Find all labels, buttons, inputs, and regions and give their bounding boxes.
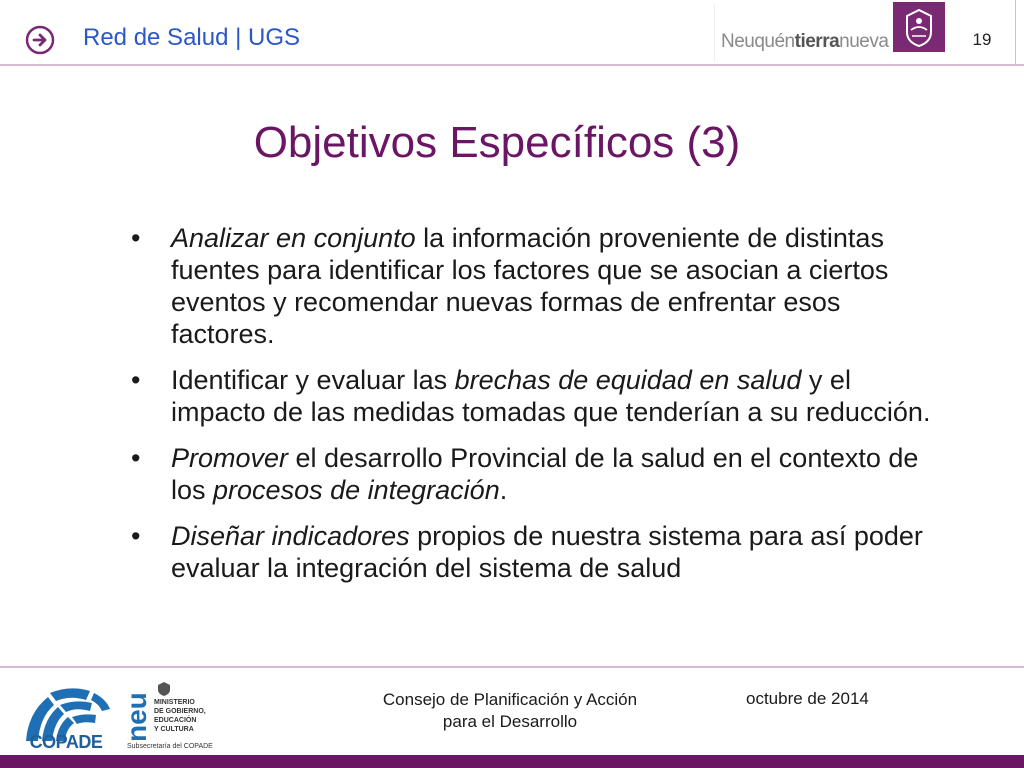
footer-bar xyxy=(0,755,1024,768)
bullet-emphasis: procesos de integración xyxy=(213,475,500,505)
province-emblem-icon xyxy=(893,2,945,52)
ministry-line: Y CULTURA xyxy=(154,726,194,733)
bullet-emphasis: Diseñar indicadores xyxy=(171,521,410,551)
arrow-right-circle-icon xyxy=(25,25,55,55)
bullet-emphasis: Analizar en conjunto xyxy=(171,223,416,253)
header-divider xyxy=(1015,0,1016,64)
brand-wordmark xyxy=(721,31,888,53)
brand-part2: tierra xyxy=(794,31,840,52)
ministry-line: DE GOBIERNO, xyxy=(154,708,206,715)
footer-rule xyxy=(0,666,1024,668)
ministry-line: MINISTERIO xyxy=(154,699,195,706)
copade-wordmark: COPADE xyxy=(29,732,103,752)
bullet-item xyxy=(131,520,931,584)
slide-header xyxy=(0,0,1024,66)
bullet-marker: • xyxy=(131,443,141,473)
header-rule xyxy=(0,64,1024,66)
footer-organization xyxy=(340,689,680,733)
bullet-item xyxy=(131,222,931,350)
bullet-list xyxy=(131,222,931,598)
subsecretaria-label: Subsecretaría del COPADE xyxy=(127,743,213,750)
bullet-text: Identificar y evaluar las xyxy=(171,365,455,395)
bullet-text: el desarrollo Provincial de la salud en el contexto de los xyxy=(171,443,919,505)
bullet-item xyxy=(131,442,931,506)
bullet-emphasis: Promover xyxy=(171,443,289,473)
bullet-marker: • xyxy=(131,223,141,253)
bullet-text: y el impacto de las medidas tomadas que tenderían a su reducción. xyxy=(171,365,931,427)
ministry-line: EDUCACIÓN xyxy=(154,717,197,724)
bullet-marker: • xyxy=(131,521,141,551)
bullet-item xyxy=(131,364,931,428)
bullet-text: la información proveniente de distintas fuentes para identificar los factores que se asocian a ciertos eventos y recomendar nuevas formas de enfrentar esos factores. xyxy=(171,223,889,349)
footer-org-line2: para el Desarrollo xyxy=(442,712,578,731)
ministry-crest-icon xyxy=(158,682,170,696)
slide-title: Objetivos Específicos (3) xyxy=(253,118,741,167)
ministry-label xyxy=(154,698,206,734)
brand-part1: Neuquén xyxy=(721,31,795,52)
bullet-text: propios de nuestra sistema para así poder evaluar la integración del sistema de salud xyxy=(171,521,923,583)
neu-wordmark: neu xyxy=(121,692,152,742)
brand-part3: nueva xyxy=(839,31,889,52)
footer-org-line1: Consejo de Planificación y Acción xyxy=(382,690,638,709)
bullet-emphasis: brechas de equidad en salud xyxy=(454,365,802,395)
footer-date: octubre de 2014 xyxy=(746,689,869,708)
header-title: Red de Salud | UGS xyxy=(83,24,301,51)
bullet-marker: • xyxy=(131,365,141,395)
slide-number: 19 xyxy=(972,30,992,49)
bullet-text: . xyxy=(499,475,508,505)
